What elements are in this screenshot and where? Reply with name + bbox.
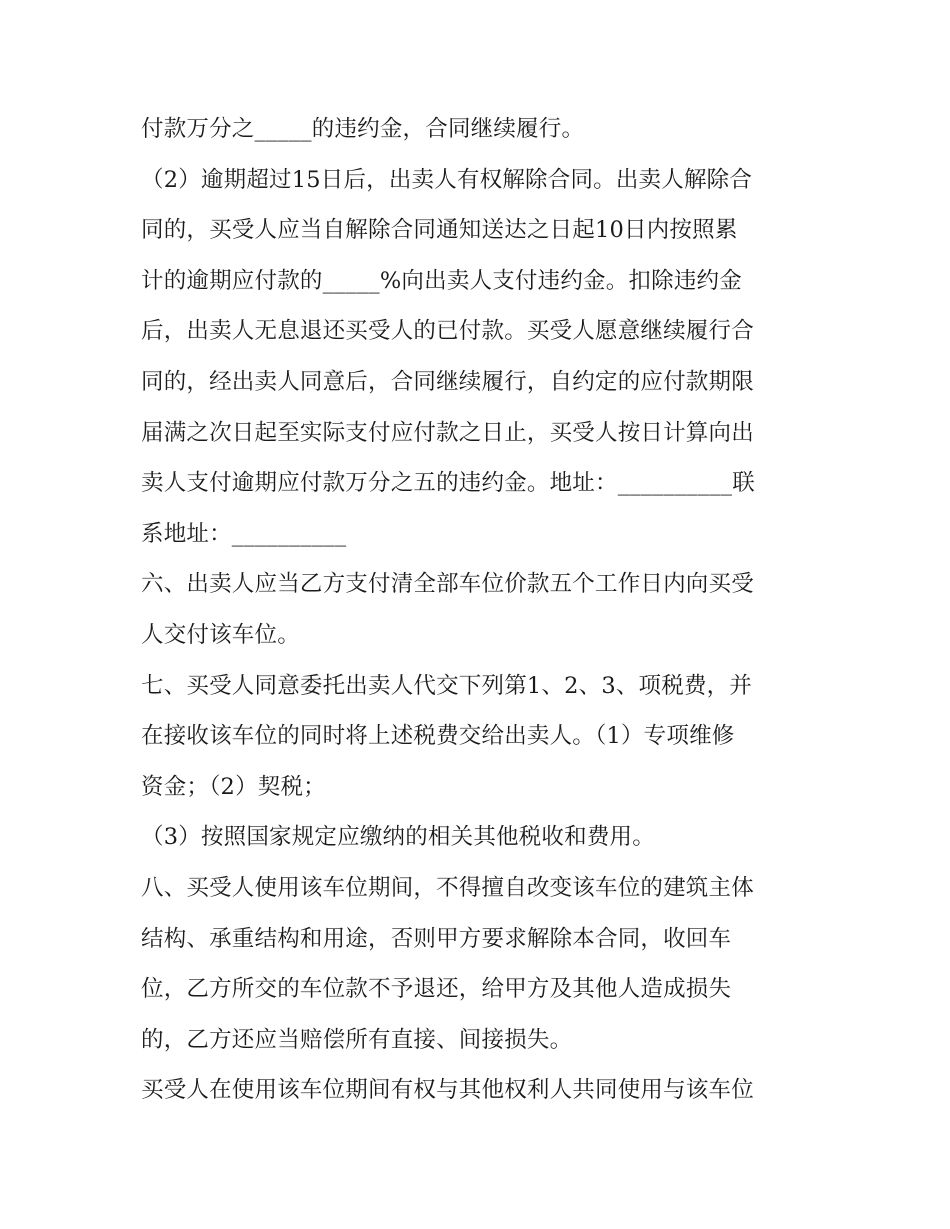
text-line: 同的，买受人应当自解除合同通知送达之日起10日内按照累	[141, 217, 738, 244]
text-line: 六、出卖人应当乙方支付清全部车位价款五个工作日内向买受	[141, 571, 754, 598]
text-line: 人交付该车位。	[141, 621, 300, 648]
text-line: 资金；（2）契税；	[141, 773, 326, 800]
text-line: 七、买受人同意委托出卖人代交下列第1、2、3、项税费，并	[141, 672, 753, 699]
text-line: 卖人支付逾期应付款万分之五的违约金。地址：__________联	[141, 470, 755, 497]
text-line: 位，乙方所交的车位款不予退还，给甲方及其他人造成损失	[141, 976, 732, 1003]
document-body	[141, 104, 813, 1116]
text-line: 系地址：__________	[141, 520, 347, 547]
text-line: （2）逾期超过15日后，出卖人有权解除合同。出卖人解除合	[141, 166, 753, 193]
text-line: 后，出卖人无息退还买受人的已付款。买受人愿意继续履行合	[141, 318, 754, 345]
text-line: （3）按照国家规定应缴纳的相关其他税收和费用。	[141, 824, 655, 851]
text-line: 同的，经出卖人同意后，合同继续履行，自约定的应付款期限	[141, 368, 754, 395]
text-line: 结构、承重结构和用途，否则甲方要求解除本合同，收回车	[141, 925, 732, 952]
text-line: 八、买受人使用该车位期间，不得擅自改变该车位的建筑主体	[141, 874, 754, 901]
text-line: 届满之次日起至实际支付应付款之日止，买受人按日计算向出	[141, 419, 754, 446]
text-line: 付款万分之_____的违约金，合同继续履行。	[141, 116, 585, 142]
text-line: 计的逾期应付款的_____%向出卖人支付违约金。扣除违约金	[141, 267, 742, 294]
text-line: 的，乙方还应当赔偿所有直接、间接损失。	[141, 1026, 573, 1053]
text-line: 买受人在使用该车位期间有权与其他权利人共同使用与该车位	[141, 1077, 754, 1104]
text-line: 在接收该车位的同时将上述税费交给出卖人。（1）专项维修	[141, 723, 735, 750]
